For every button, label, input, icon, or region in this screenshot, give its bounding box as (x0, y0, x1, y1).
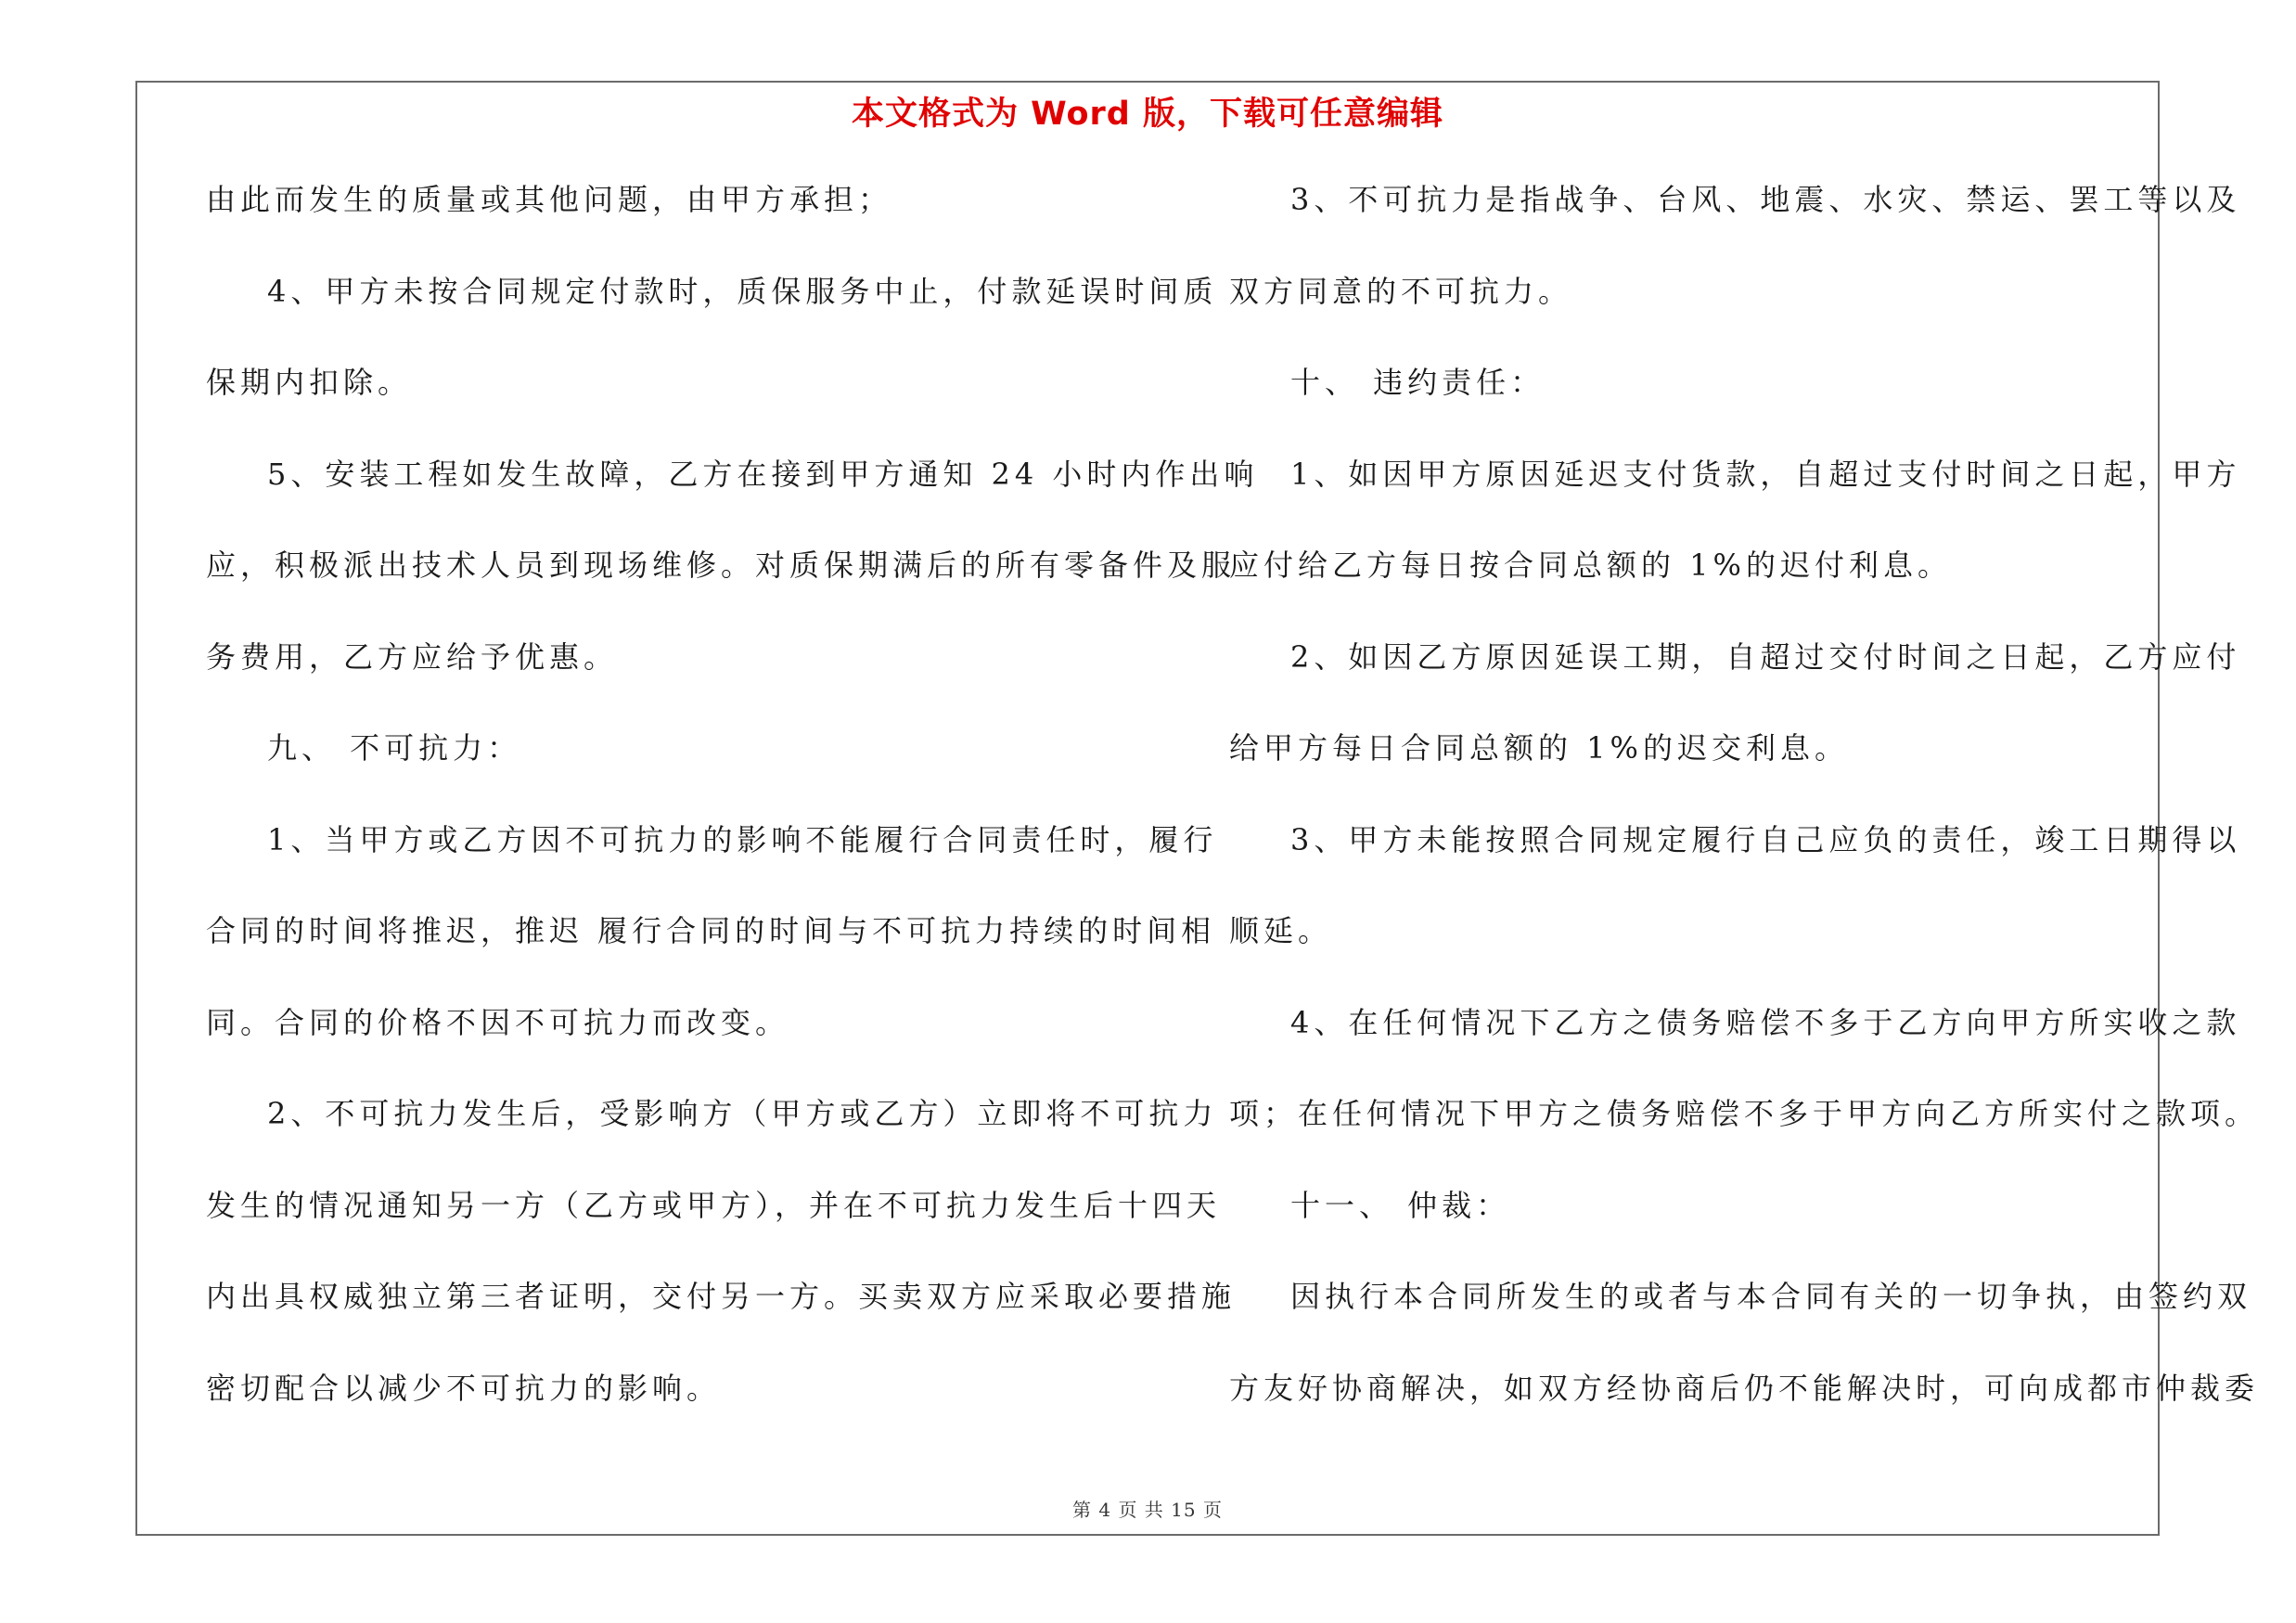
text-line: 十、 违约责任： (1290, 365, 1546, 400)
text-line: 发生的情况通知另一方（乙方或甲方），并在不可抗力发生后十四天 (206, 1187, 1222, 1223)
text-line: 密切配合以减少不可抗力的影响。 (206, 1370, 722, 1406)
text-line: 由此而发生的质量或其他问题，由甲方承担； (206, 182, 893, 217)
page-frame (135, 81, 2260, 1536)
text-line: 4、在任何情况下乙方之债务赔偿不多于乙方向甲方所实收之款 (1290, 1004, 2241, 1040)
text-line: 同。合同的价格不因不可抗力而改变。 (206, 1004, 790, 1040)
text-line: 十一、 仲裁： (1290, 1187, 1511, 1223)
text-line: 项；在任何情况下甲方之债务赔偿不多于甲方向乙方所实付之款项。 (1229, 1096, 2260, 1131)
text-line: 内出具权威独立第三者证明，交付另一方。买卖双方应采取必要措施 (206, 1279, 1237, 1314)
text-line: 合同的时间将推迟，推迟 履行合同的时间与不可抗力持续的时间相 (206, 913, 1216, 948)
text-line: 3、甲方未能按照合同规定履行自己应负的责任，竣工日期得以 (1290, 821, 2241, 857)
text-line: 应付给乙方每日按合同总额的 1%的迟付利息。 (1229, 547, 1952, 583)
text-line: 保期内扣除。 (206, 365, 413, 400)
text-line: 因执行本合同所发生的或者与本合同有关的一切争执，由签约双 (1290, 1279, 2252, 1314)
left-column (206, 182, 1259, 1464)
word-format-banner: 本文格式为 Word 版，下载可任意编辑 (851, 96, 1444, 133)
text-line: 双方同意的不可抗力。 (1229, 273, 1573, 309)
page-number: 第 4 页 共 15 页 (1072, 1499, 1223, 1521)
text-line: 方友好协商解决，如双方经协商后仍不能解决时，可向成都市仲裁委 (1229, 1370, 2260, 1406)
text-line: 应，积极派出技术人员到现场维修。对质保期满后的所有零备件及服 (206, 547, 1237, 583)
text-line: 2、不可抗力发生后，受影响方（甲方或乙方）立即将不可抗力 (267, 1096, 1218, 1131)
text-line: 务费用，乙方应给予优惠。 (206, 638, 619, 675)
text-line: 顺延。 (1229, 913, 1333, 948)
text-line: 1、如因甲方原因延迟支付货款，自超过支付时间之日起，甲方 (1290, 456, 2241, 492)
text-line: 九、 不可抗力： (267, 730, 522, 766)
text-line: 1、当甲方或乙方因不可抗力的影响不能履行合同责任时，履行 (267, 821, 1218, 857)
text-line: 3、不可抗力是指战争、台风、地震、水灾、禁运、罢工等以及 (1290, 182, 2241, 217)
text-line: 5、安装工程如发生故障，乙方在接到甲方通知 24 小时内作出响 (267, 456, 1259, 492)
text-line: 给甲方每日合同总额的 1%的迟交利息。 (1229, 730, 1849, 766)
text-line: 2、如因乙方原因延误工期，自超过交付时间之日起，乙方应付 (1290, 638, 2241, 675)
right-column (1229, 182, 2260, 1464)
text-line: 4、甲方未按合同规定付款时，质保服务中止，付款延误时间质 (267, 273, 1218, 309)
